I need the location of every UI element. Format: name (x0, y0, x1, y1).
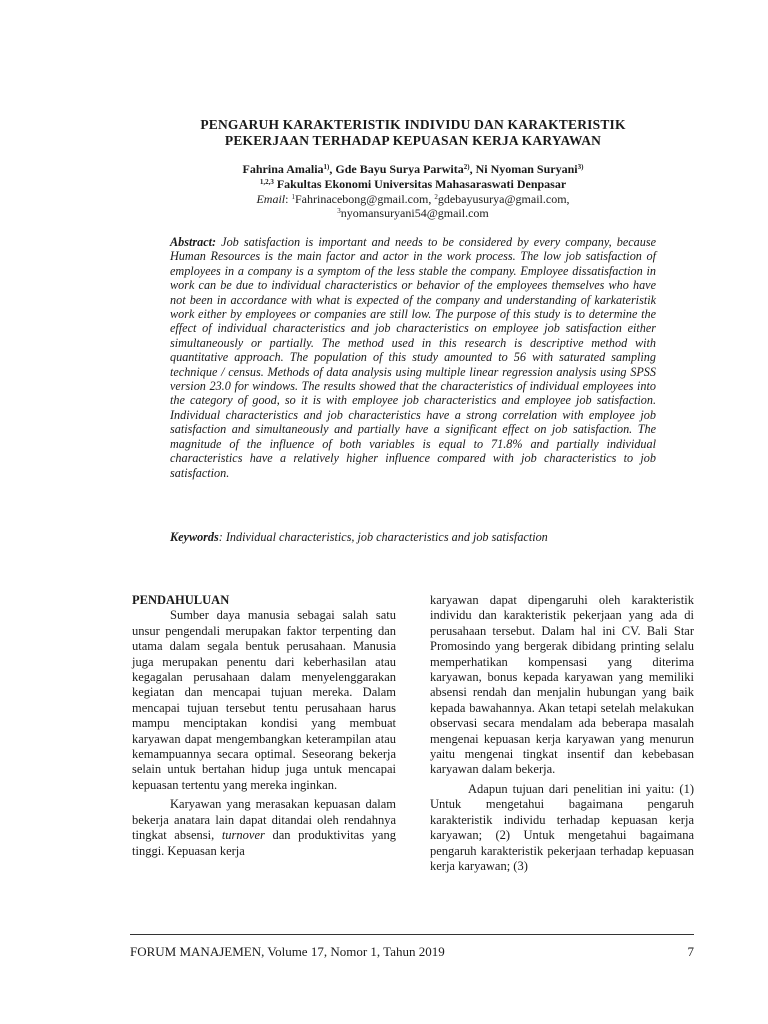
email-3-sup: 3 (337, 207, 341, 215)
abstract-label: Abstract: (170, 235, 217, 249)
author-list (130, 162, 696, 177)
affiliation-text: Fakultas Ekonomi Universitas Mahasaraswati Denpasar (273, 177, 567, 191)
author-1-sup: 1) (323, 163, 330, 171)
title-line-1: PENGARUH KARAKTERISTIK INDIVIDU DAN KARAKTERISTIK (200, 117, 626, 132)
email-1-sup: 1 (291, 193, 295, 201)
paragraph-left-2-a: Karyawan yang merasakan kepuasan dalam bekerja anatara lain dapat ditandai oleh rendahnya tingkat absensi, (132, 797, 396, 843)
body-column-left (132, 593, 396, 859)
author-3: , Ni Nyoman Suryani (469, 162, 578, 176)
email-sep: : (285, 192, 292, 206)
keywords-label: Keywords (170, 530, 219, 544)
abstract (170, 235, 656, 480)
body-column-right (430, 593, 694, 874)
email-2-sup: 2 (434, 193, 438, 201)
page-footer (130, 944, 694, 960)
page-number: 7 (687, 944, 694, 959)
author-2: , Gde Bayu Surya Parwita (329, 162, 464, 176)
paragraph-right-1: karyawan dapat dipengaruhi oleh karakteristik individu dan karakteristik pekerjaan yang ada di perusahaan tersebut. Dalam hal ini CV. Bali Star Promosindo yang bergerak dibidang printing selalu memperhatikan kompensasi yang diterima karyawan, bonus kepada karyawan yang memiliki absensi rendah dan menjalin hubungan yang baik kepada bawahannya. Akan tetapi setelah melakukan observasi secara mendalam ada beberapa masalah mengenai kepuasan kerja karyawan yang menurun yaitu mengenai tingkat insentif dan kebebasan karyawan dalam bekerja. (430, 593, 694, 777)
paragraph-left-2-b: dan produktivitas yang tinggi. Kepuasan kerja (132, 828, 396, 858)
abstract-text: Job satisfaction is important and needs to be considered by every company, because Human Resources is the main factor and actor in the work process. The low job satisfaction of employees in a company is a symptom of the less stable the company. Employee dissatisfaction in work can be due to individual characteristics or behavior of the employees themselves who have not been in accordance with what is expected of the company and understanding of karkateristik work either by employees or companies are still low. The purpose of this study is to determine the effect of individual characteristics and job characteristics on employee job satisfaction either simultaneously or partially. The method used in this research is descriptive method with quantitative approach. The population of this study amounted to 56 with saturated sampling technique / census. Methods of data analysis using multiple linear regression analysis using SPSS version 23.0 for windows. The results showed that the characteristics of individual employees into the category of good, so it is with employee job characteristics and employee job satisfaction. Individual characteristics and job characteristics have a strong correlation with employee job satisfaction and simultaneously and partially have a significant effect on job satisfaction. The magnitude of the influence of both variables is equal to 71.8% and partially individual characteristics have a relatively higher influence compared with job characteristics to job satisfaction. (170, 235, 656, 480)
keywords-text: : Individual characteristics, job characteristics and job satisfaction (218, 530, 548, 544)
paragraph-left-2-italic: turnover (221, 828, 265, 843)
author-2-sup: 2) (463, 163, 470, 171)
author-1: Fahrina Amalia (242, 162, 324, 176)
author-3-sup: 3) (577, 163, 584, 171)
paper-title (130, 117, 696, 149)
affiliation-sup: 1,2,3 (259, 178, 274, 186)
email-1[interactable]: Fahrinacebong@gmail.com, (294, 192, 435, 206)
keywords (170, 530, 656, 545)
email-2[interactable]: gdebayusurya@gmail.com, (437, 192, 570, 206)
email-block (130, 192, 696, 220)
email-3[interactable]: nyomansuryani54@gmail.com (340, 206, 489, 220)
affiliation (130, 177, 696, 192)
footer-rule (130, 934, 694, 935)
title-line-2: PEKERJAAN TERHADAP KEPUASAN KERJA KARYAWAN (224, 133, 602, 148)
section-heading: PENDAHULUAN (132, 593, 230, 607)
footer-journal: FORUM MANAJEMEN, Volume 17, Nomor 1, Tahun 2019 (130, 944, 445, 959)
paragraph-left-2 (132, 797, 396, 859)
paragraph-left-1: Sumber daya manusia sebagai salah satu unsur pengendali merupakan faktor terpenting dan utama dalam segala bentuk perusahaan. Manusia juga merupakan penentu dari keberhasilan atau kegagalan perusahaan dalam menyelenggarakan kegiatan dan mencapai tujuan mereka. Dalam mencapai tujuan tersebut tentu perusahaan harus mampu menciptakan kondisi yang membuat karyawan dapat mengembangkan keterampilan atau kemampuannya secara optimal. Seseorang bekerja selain untuk bertahan hidup juga untuk mencapai kepuasan tertentu yang mereka inginkan. (132, 608, 396, 792)
email-label: Email (256, 192, 286, 206)
paragraph-right-2: Adapun tujuan dari penelitian ini yaitu: (1) Untuk mengetahui bagaimana pengaruh karakteristik individu terhadap kepuasan kerja karyawan; (2) Untuk mengetahui bagaimana pengaruh karakteristik pekerjaan terhadap kepuasan kerja karyawan; (3) (430, 781, 694, 873)
